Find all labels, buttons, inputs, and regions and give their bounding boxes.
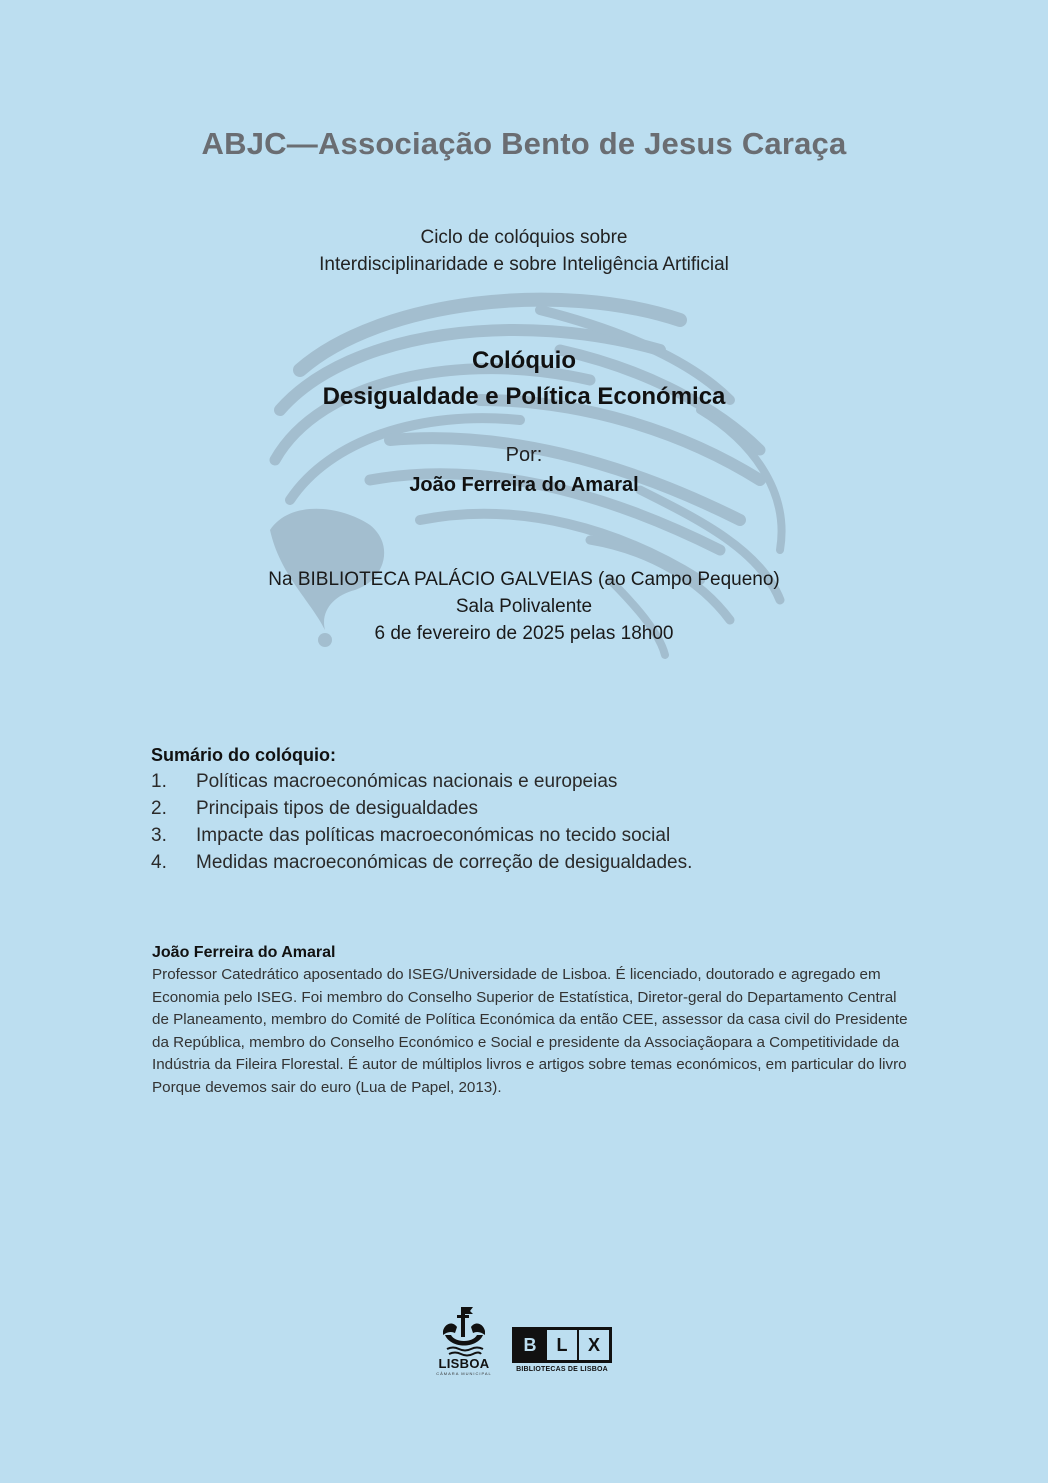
summary-item-number: 3.: [151, 825, 167, 846]
blx-letter-box: [512, 1327, 612, 1363]
summary-section: [151, 742, 851, 876]
venue-details: [0, 566, 1048, 647]
sponsor-logos: [436, 1305, 612, 1377]
speaker-name: João Ferreira do Amaral: [409, 474, 639, 496]
summary-item-text: Impacte das políticas macroeconómicas no tecido social: [196, 825, 671, 846]
bio-text: Professor Catedrático aposentado do ISEG/Universidade de Lisboa. É licenciado, doutorado e agregado em Economia pelo ISEG. Foi membro do Conselho Superior de Estatística, Diretor-geral do Departamento Central de Planeamento, membro do Comité de Política Económica da então CEE, assessor da casa civil do Presidente da República, membro do Conselho Económico e Social e presidente da Associaçãopara a Competitividade da Indústria da Fileira Florestal. É autor de múltiplos livros e artigos sobre temas económicos, em particular do livro Porque devemos sair do euro (Lua de Papel, 2013).: [152, 966, 908, 1096]
summary-item-number: 4.: [151, 852, 167, 873]
blx-libraries-logo: [512, 1327, 612, 1373]
speaker-bio: [152, 942, 912, 1099]
venue-datetime: 6 de fevereiro de 2025 pelas 18h00: [374, 623, 674, 644]
cycle-subtitle: [0, 224, 1048, 278]
organization-title: ABJC—Associação Bento de Jesus Caraça: [201, 126, 847, 161]
colloquium-heading: [0, 343, 1048, 415]
colloquium-title: Desigualdade e Política Económica: [322, 383, 726, 410]
blx-subtitle: BIBLIOTECAS DE LISBOA: [516, 1366, 608, 1373]
lisboa-wordmark: LISBOA: [438, 1356, 490, 1371]
blx-letter-b: B: [515, 1330, 545, 1360]
venue-location: Na BIBLIOTECA PALÁCIO GALVEIAS (ao Campo Pequeno): [268, 569, 780, 590]
venue-room: Sala Polivalente: [455, 596, 593, 617]
cycle-line-2: Interdisciplinaridade e sobre Inteligência Artificial: [319, 254, 729, 275]
by-label: Por:: [505, 444, 543, 466]
summary-title: Sumário do colóquio:: [151, 745, 336, 765]
summary-item: [151, 849, 851, 876]
summary-item-text: Políticas macroeconómicas nacionais e europeias: [196, 771, 618, 792]
cycle-line-1: Ciclo de colóquios sobre: [420, 227, 628, 248]
summary-item-number: 2.: [151, 798, 167, 819]
summary-item: [151, 768, 851, 795]
summary-item-number: 1.: [151, 771, 167, 792]
summary-item-text: Medidas macroeconómicas de correção de desigualdades.: [196, 852, 693, 873]
blx-letter-l: L: [545, 1330, 577, 1360]
summary-item: [151, 795, 851, 822]
blx-letter-x: X: [577, 1330, 609, 1360]
colloquium-label: Colóquio: [472, 347, 576, 374]
lisboa-ship-crows-icon: [437, 1305, 491, 1357]
lisboa-subtitle: CÂMARA MUNICIPAL: [436, 1371, 492, 1376]
summary-item: [151, 822, 851, 849]
summary-item-text: Principais tipos de desigualdades: [196, 798, 479, 819]
lisboa-city-logo: [436, 1305, 492, 1377]
bio-name: João Ferreira do Amaral: [152, 944, 336, 961]
